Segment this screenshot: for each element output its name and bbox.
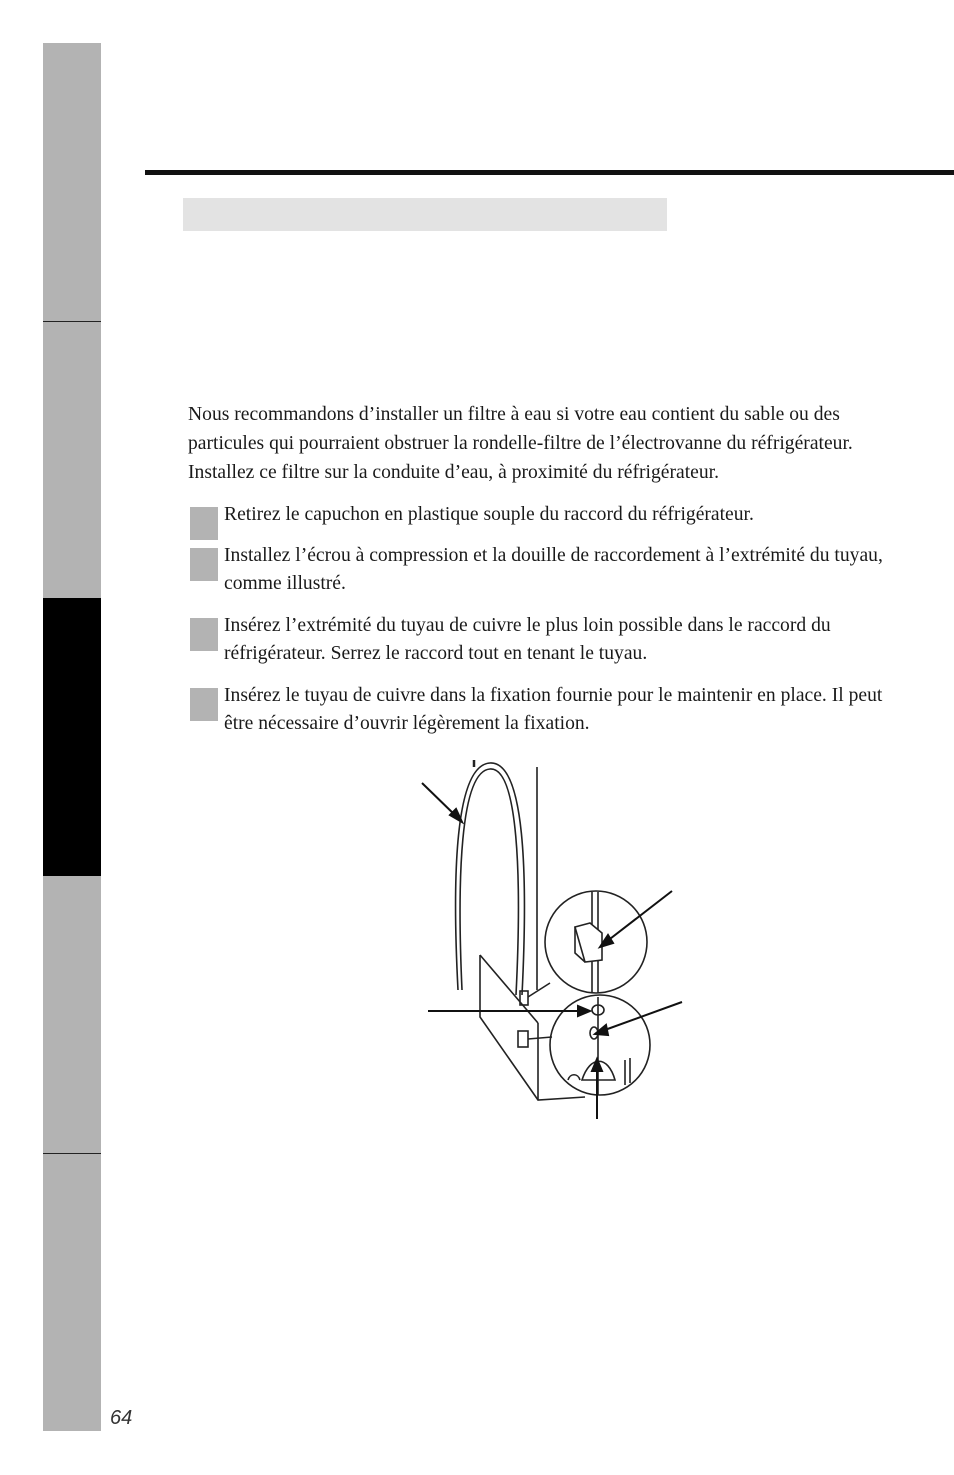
step-number-box	[190, 688, 218, 721]
step-number-box	[190, 548, 218, 581]
step-1	[190, 501, 890, 529]
copper-tubing-diagram	[410, 755, 700, 1125]
side-tab-2	[43, 322, 101, 598]
side-tab-4	[43, 876, 101, 1153]
step-text: Insérez l’extrémité du tuyau de cuivre le plus loin possible dans le raccord du réfrigérateur. Serrez le raccord tout en tenant le tuyau.	[224, 615, 831, 664]
step-2	[190, 542, 890, 598]
page-number: 64	[110, 1407, 133, 1429]
step-3	[190, 612, 890, 668]
section-heading-band	[183, 198, 667, 231]
step-text: Retirez le capuchon en plastique souple du raccord du réfrigérateur.	[224, 504, 754, 525]
side-tab-3-active	[43, 598, 101, 876]
side-tab-1	[43, 43, 101, 321]
step-number-box	[190, 507, 218, 540]
step-number-box	[190, 618, 218, 651]
step-text: Installez l’écrou à compression et la douille de raccordement à l’extrémité du tuyau, comme illustré.	[224, 545, 883, 594]
side-tab-5	[43, 1154, 101, 1431]
step-text: Insérez le tuyau de cuivre dans la fixation fournie pour le maintenir en place. Il peut être nécessaire d’ouvrir légèrement la fixation.	[224, 685, 883, 734]
header-rule	[145, 170, 954, 175]
step-4	[190, 682, 890, 738]
intro-paragraph: Nous recommandons d’installer un filtre à eau si votre eau contient du sable ou des particules qui pourraient obstruer la rondelle-filtre de l’électrovanne du réfrigérateur. Installez ce filtre sur la conduite d’eau, à proximité du réfrigérateur.	[188, 404, 853, 483]
